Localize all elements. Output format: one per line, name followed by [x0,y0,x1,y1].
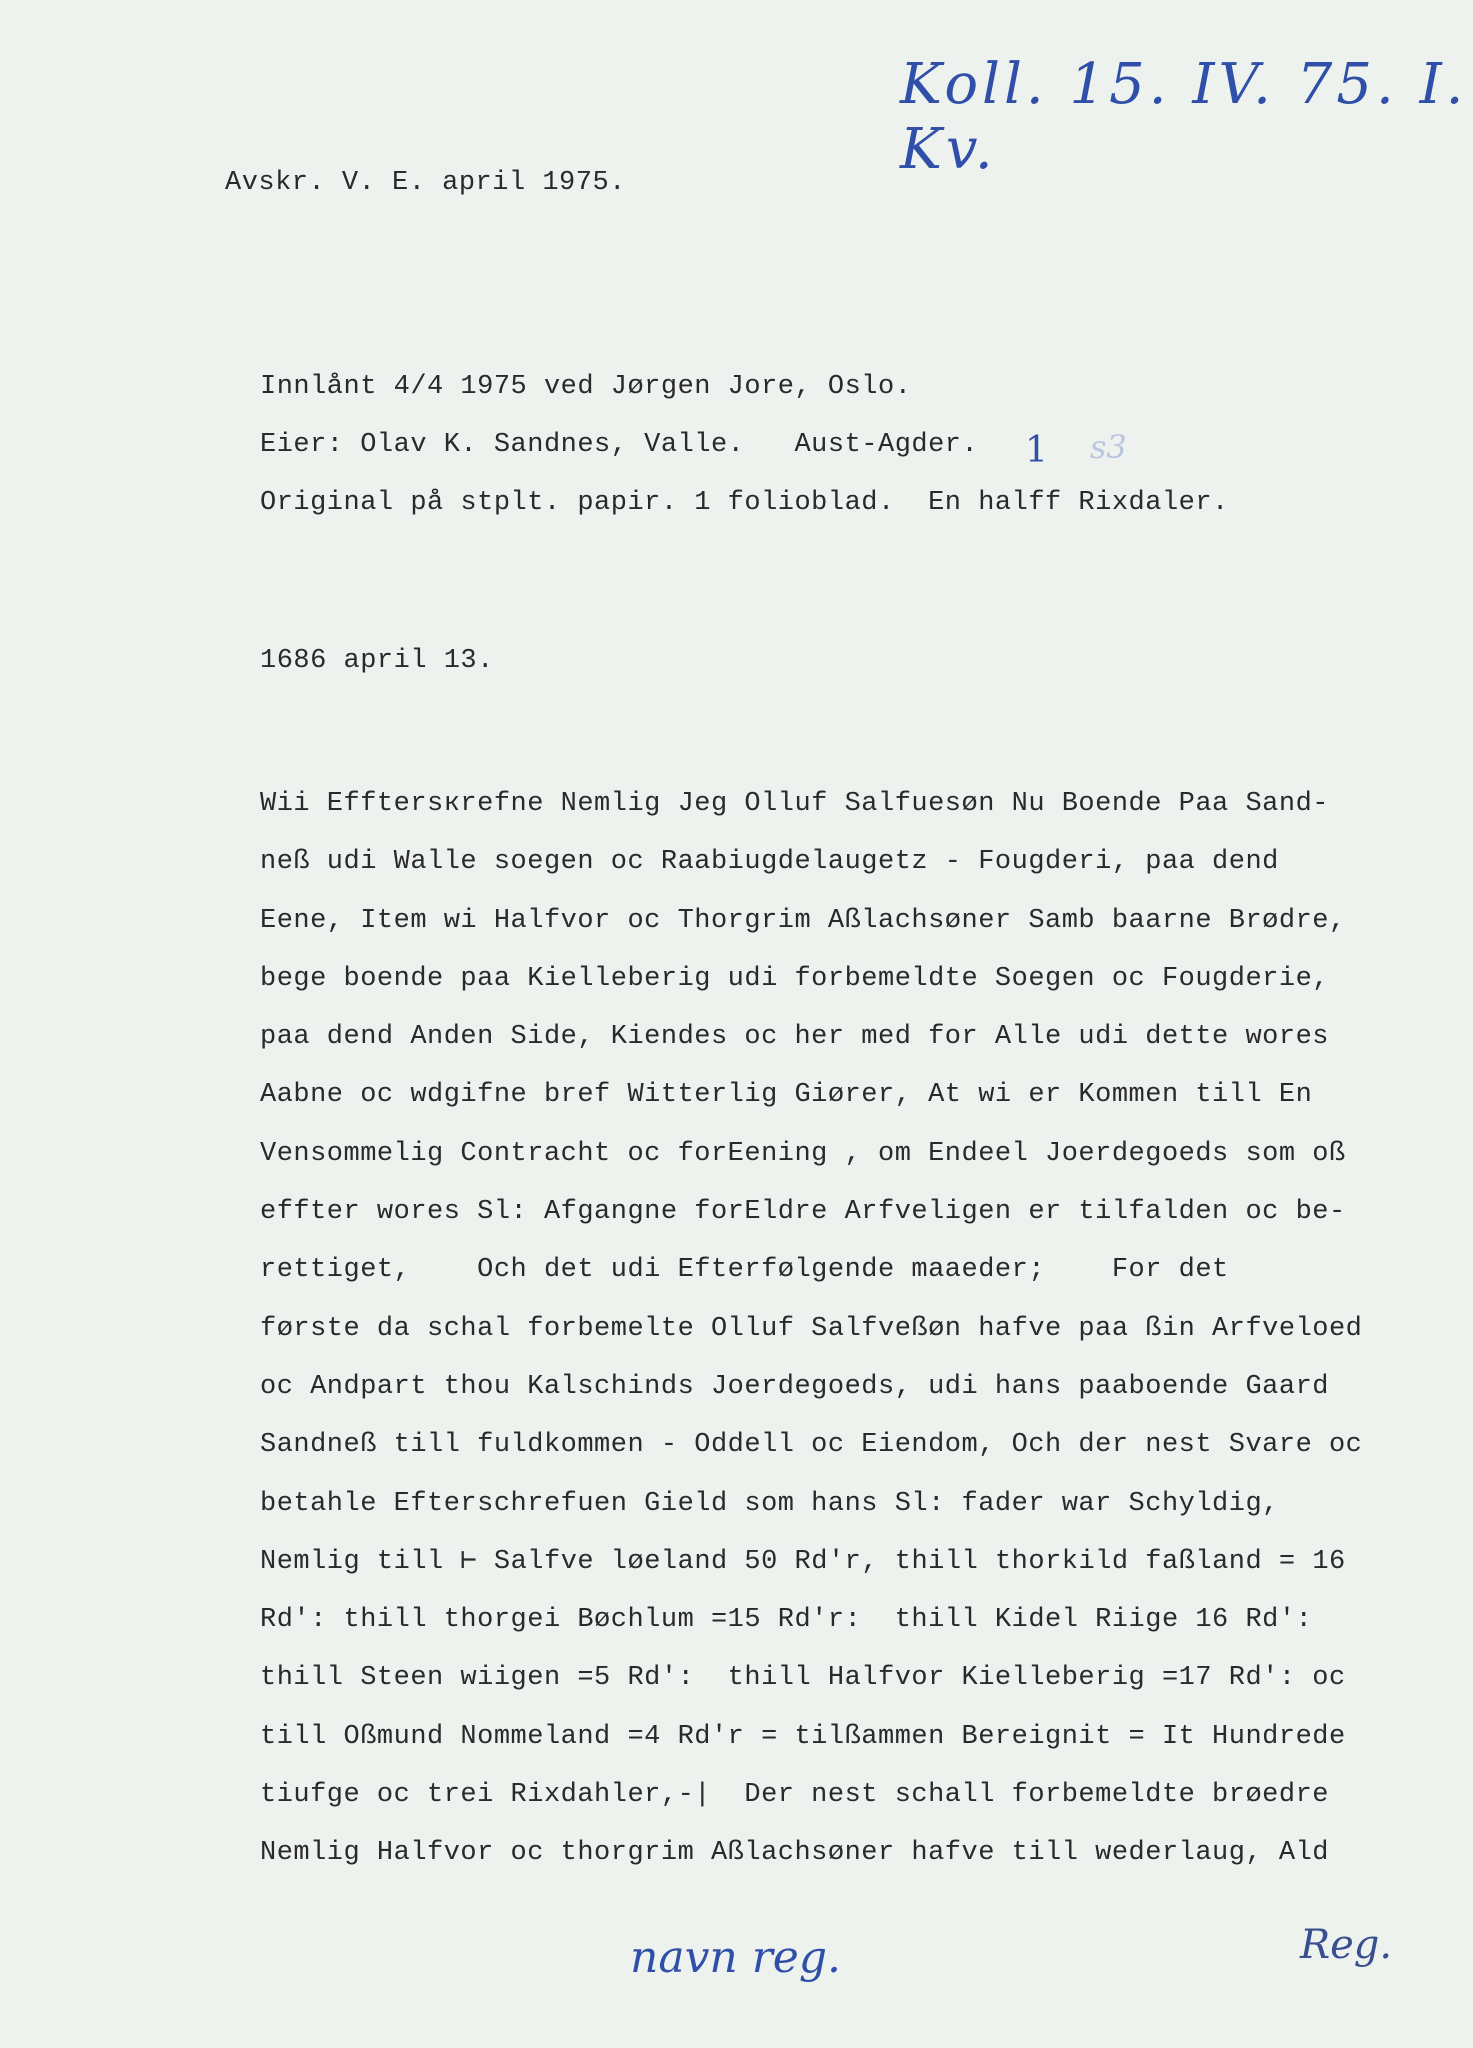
document-date: 1686 april 13. [260,646,494,676]
handwritten-mark-one: 1 [1025,430,1048,471]
handwritten-index-note: navn reg. [630,1932,841,1983]
body-line: till Oßmund Nommeland =4 Rd'r = tilßammen Bereignit = It Hundrede [260,1721,1346,1752]
body-line: bege boende paa Kielleberig udi forbemeldte Soegen oc Fougderie, [260,963,1329,994]
handwritten-catalog-note: Koll. 15. IV. 75. I. Kv. [900,52,1468,182]
body-line: oc Andpart thou Kalschinds Joerdegoeds, udi hans paaboende Gaard [260,1371,1329,1402]
body-line: tiufge oc trei Rixdahler,-| Der nest schall forbemeldte brøedre [260,1780,1329,1811]
loan-line: Innlånt 4/4 1975 ved Jørgen Jore, Oslo. [260,372,912,402]
body-line: Nemlig till ⊢ Salfve løeland 50 Rd'r, thill thorkild faßland = 16 [260,1546,1346,1577]
body-line: Aabne oc wdgifne bref Witterlig Giører, At wi er Kommen till En [260,1080,1313,1111]
owner-line: Eier: Olav K. Sandnes, Valle. Aust-Agder. [260,430,979,460]
faint-handwritten-mark: s3 [1090,428,1127,466]
handwritten-reg-note: Reg. [1300,1922,1393,1968]
body-line: Vensommelig Contracht oc forEening , om Endeel Joerdegoeds som oß [260,1138,1346,1169]
body-line: neß udi Walle soegen oc Raabiugdelaugetz - Fougderi, paa dend [260,847,1279,878]
body-line: Wii Efftersкrefne Nemlig Jeg Olluf Salfuesøn Nu Boende Paa Sand- [260,789,1329,819]
body-line: Eene, Item wi Halfvor oc Thorgrim Aßlachsøner Samb baarne Brødre, [260,905,1346,936]
body-line: rettiget, Och det udi Efterfølgende maaeder; For det [260,1255,1229,1286]
transcription-header: Avskr. V. E. april 1975. [225,168,626,198]
original-paper-line: Original på stplt. papir. 1 folioblad. En halff Rixdaler. [260,488,1229,518]
body-line: effter wores Sl: Afgangne forEldre Arfveligen er tilfalden oc be- [260,1197,1346,1228]
body-line: Rd': thill thorgei Bøchlum =15 Rd'r: thill Kidel Riige 16 Rd': [260,1605,1313,1636]
body-line: thill Steen wiigen =5 Rd': thill Halfvor Kielleberig =17 Rd': oc [260,1663,1346,1694]
body-line: paa dend Anden Side, Kiendes oc her med for Alle udi dette wores [260,1022,1329,1053]
body-line: Sandneß till fuldkommen - Oddell oc Eiendom, Och der nest Svare oc [260,1430,1363,1461]
body-line: betahle Efterschrefuen Gield som hans Sl: fader war Schyldig, [260,1488,1279,1519]
transcribed-body [260,775,1362,1883]
body-line: Nemlig Halfvor oc thorgrim Aßlachsøner hafve till wederlaug, Ald [260,1838,1329,1869]
body-line: første da schal forbemelte Olluf Salfveßøn hafve paa ßin Arfveloed [260,1313,1363,1344]
